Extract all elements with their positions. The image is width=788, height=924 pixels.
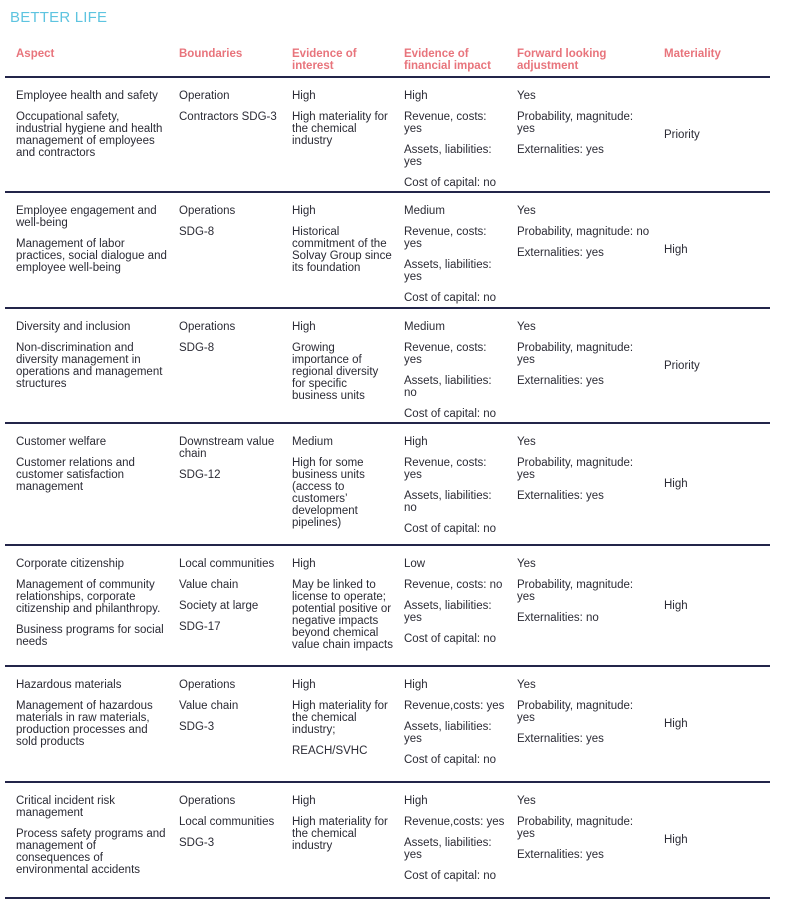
materiality-value: High	[664, 599, 688, 612]
cell-evidence-financial	[393, 78, 506, 191]
cell-forward-looking	[506, 309, 653, 422]
cell-line: Externalities: yes	[517, 144, 604, 156]
table-row	[5, 783, 770, 899]
cell-materiality	[653, 309, 770, 422]
cell-line: Yes	[517, 558, 536, 570]
table-row	[5, 193, 770, 309]
cell-line: Contractors SDG-3	[179, 111, 277, 123]
cell-line: Society at large	[179, 600, 259, 612]
cell-line: Operations	[179, 321, 236, 333]
cell-aspect	[5, 546, 168, 665]
cell-materiality	[653, 193, 770, 307]
cell-line: SDG-8	[179, 342, 215, 354]
cell-evidence-interest	[281, 193, 393, 307]
cell-forward-looking	[506, 546, 653, 665]
table-row	[5, 546, 770, 667]
cell-line: Operations	[179, 795, 236, 807]
cell-line: Value chain	[179, 579, 239, 591]
cell-evidence-interest	[281, 783, 393, 897]
cell-line: Cost of capital: no	[404, 408, 497, 420]
cell-line: Cost of capital: no	[404, 292, 497, 304]
cell-line: High materiality for the chemical industry	[292, 816, 388, 852]
cell-line: High	[292, 558, 316, 570]
cell-line: Operations	[179, 205, 236, 217]
cell-materiality	[653, 783, 770, 897]
cell-materiality	[653, 667, 770, 781]
cell-line: Revenue, costs: yes	[404, 457, 487, 481]
cell-line: SDG-8	[179, 226, 215, 238]
table-row	[5, 309, 770, 424]
cell-aspect	[5, 78, 168, 191]
cell-evidence-financial	[393, 783, 506, 897]
cell-line: SDG-12	[179, 469, 221, 481]
cell-forward-looking	[506, 78, 653, 191]
cell-aspect	[5, 193, 168, 307]
cell-evidence-financial	[393, 424, 506, 544]
cell-line: Value chain	[179, 700, 239, 712]
cell-evidence-financial	[393, 193, 506, 307]
cell-line: Hazardous materials	[16, 679, 122, 691]
cell-evidence-financial	[393, 309, 506, 422]
cell-line: Growing importance of regional diversity for specific business units	[292, 342, 379, 402]
cell-line: Medium	[404, 205, 445, 217]
cell-line: Cost of capital: no	[404, 177, 497, 189]
cell-line: Probability, magnitude: yes	[517, 111, 634, 135]
cell-line: Critical incident risk management	[16, 795, 116, 819]
table-header	[5, 40, 770, 78]
cell-line: Externalities: no	[517, 612, 599, 624]
cell-line: Revenue,costs: yes	[404, 816, 505, 828]
cell-line: Cost of capital: no	[404, 754, 497, 766]
table-row	[5, 78, 770, 193]
cell-line: Probability, magnitude: yes	[517, 816, 634, 840]
header-aspect: Aspect	[16, 48, 55, 60]
cell-line: Yes	[517, 679, 536, 691]
cell-line: Local communities	[179, 816, 275, 828]
cell-forward-looking	[506, 424, 653, 544]
cell-boundaries	[168, 193, 281, 307]
cell-line: Assets, liabilities: yes	[404, 259, 492, 283]
cell-line: Assets, liabilities: no	[404, 490, 492, 514]
cell-line: Externalities: yes	[517, 490, 604, 502]
cell-line: Diversity and inclusion	[16, 321, 131, 333]
cell-line: REACH/SVHC	[292, 745, 368, 757]
cell-aspect	[5, 309, 168, 422]
cell-boundaries	[168, 667, 281, 781]
cell-line: Externalities: yes	[517, 849, 604, 861]
cell-line: Employee engagement and well-being	[16, 205, 157, 229]
cell-evidence-interest	[281, 309, 393, 422]
materiality-value: Priority	[664, 128, 700, 141]
cell-line: Externalities: yes	[517, 247, 604, 259]
cell-line: Assets, liabilities: yes	[404, 837, 492, 861]
cell-line: Yes	[517, 90, 536, 102]
cell-line: Revenue, costs: no	[404, 579, 503, 591]
cell-line: Business programs for social needs	[16, 624, 164, 648]
cell-line: Corporate citizenship	[16, 558, 125, 570]
cell-aspect	[5, 667, 168, 781]
cell-boundaries	[168, 424, 281, 544]
cell-forward-looking	[506, 193, 653, 307]
materiality-value: High	[664, 834, 688, 846]
cell-line: High materiality for the chemical industry	[292, 111, 388, 147]
cell-line: High	[404, 679, 428, 691]
cell-aspect	[5, 783, 168, 897]
table-row	[5, 667, 770, 783]
cell-line: Probability, magnitude: yes	[517, 457, 634, 481]
materiality-value: Priority	[664, 359, 700, 372]
cell-boundaries	[168, 309, 281, 422]
cell-line: Probability, magnitude: yes	[517, 342, 634, 366]
cell-line: Customer relations and customer satisfaction management	[16, 457, 135, 493]
cell-line: High for some business units (access to customers’ development pipelines)	[292, 457, 365, 529]
cell-line: Low	[404, 558, 426, 570]
cell-line: Assets, liabilities: yes	[404, 721, 492, 745]
cell-evidence-interest	[281, 78, 393, 191]
cell-boundaries	[168, 783, 281, 897]
cell-forward-looking	[506, 783, 653, 897]
cell-boundaries	[168, 546, 281, 665]
cell-line: Assets, liabilities: no	[404, 375, 492, 399]
cell-line: Occupational safety, industrial hygiene and health management of employees and contractors	[16, 111, 163, 159]
cell-line: Externalities: yes	[517, 375, 604, 387]
cell-line: Revenue,costs: yes	[404, 700, 505, 712]
materiality-value: High	[664, 478, 688, 490]
cell-line: Management of community relationships, corporate citizenship and philanthropy.	[16, 579, 161, 615]
cell-line: Yes	[517, 321, 536, 333]
cell-line: Cost of capital: no	[404, 870, 497, 882]
cell-line: Cost of capital: no	[404, 523, 497, 535]
materiality-table	[5, 40, 770, 899]
cell-evidence-interest	[281, 424, 393, 544]
cell-line: Cost of capital: no	[404, 633, 497, 645]
table-row	[5, 424, 770, 546]
header-forward-looking: Forward looking adjustment	[517, 48, 607, 72]
cell-aspect	[5, 424, 168, 544]
cell-line: High	[292, 679, 316, 691]
cell-line: Downstream value chain	[179, 436, 275, 460]
cell-line: Operation	[179, 90, 230, 102]
cell-line: SDG-3	[179, 837, 215, 849]
header-evidence-financial: Evidence of financial impact	[404, 48, 491, 72]
cell-line: Yes	[517, 795, 536, 807]
cell-line: Externalities: yes	[517, 733, 604, 745]
cell-line: Process safety programs and management of consequences of environmental accidents	[16, 828, 166, 876]
cell-materiality	[653, 424, 770, 544]
cell-line: Customer welfare	[16, 436, 107, 448]
cell-line: Yes	[517, 436, 536, 448]
cell-line: High	[292, 795, 316, 807]
cell-line: Employee health and safety	[16, 90, 158, 102]
cell-line: High	[292, 90, 316, 102]
cell-line: Assets, liabilities: yes	[404, 600, 492, 624]
cell-evidence-interest	[281, 667, 393, 781]
cell-line: High	[292, 321, 316, 333]
cell-boundaries	[168, 78, 281, 191]
cell-line: High	[404, 436, 428, 448]
cell-line: High	[292, 205, 316, 217]
header-evidence-interest: Evidence of interest	[292, 48, 357, 72]
cell-line: SDG-17	[179, 621, 221, 633]
cell-evidence-financial	[393, 667, 506, 781]
cell-line: Revenue, costs: yes	[404, 342, 487, 366]
cell-forward-looking	[506, 667, 653, 781]
cell-line: Medium	[404, 321, 445, 333]
cell-line: Operations	[179, 679, 236, 691]
table-body	[5, 78, 770, 899]
cell-line: Probability, magnitude: no	[517, 226, 650, 238]
cell-line: High	[404, 795, 428, 807]
cell-materiality	[653, 546, 770, 665]
materiality-value: High	[664, 718, 688, 730]
cell-line: Historical commitment of the Solvay Group since its foundation	[292, 226, 392, 274]
cell-line: High	[404, 90, 428, 102]
cell-line: Yes	[517, 205, 536, 217]
cell-line: SDG-3	[179, 721, 215, 733]
cell-line: Probability, magnitude: yes	[517, 700, 634, 724]
cell-materiality	[653, 78, 770, 191]
cell-line: May be linked to license to operate; potential positive or negative impacts beyond chemical value chain impacts	[292, 579, 393, 651]
cell-line: Revenue, costs: yes	[404, 111, 487, 135]
cell-line: Medium	[292, 436, 333, 448]
cell-line: Non-discrimination and diversity management in operations and management structures	[16, 342, 163, 390]
cell-line: High materiality for the chemical industry;	[292, 700, 388, 736]
cell-line: Probability, magnitude: yes	[517, 579, 634, 603]
cell-line: Management of labor practices, social dialogue and employee well-being	[16, 238, 167, 274]
cell-line: Management of hazardous materials in raw materials, production processes and sold products	[16, 700, 153, 748]
header-boundaries: Boundaries	[179, 48, 243, 60]
materiality-value: High	[664, 244, 688, 256]
cell-line: Local communities	[179, 558, 275, 570]
cell-evidence-financial	[393, 546, 506, 665]
header-materiality: Materiality	[664, 48, 721, 60]
cell-evidence-interest	[281, 546, 393, 665]
cell-line: Assets, liabilities: yes	[404, 144, 492, 168]
section-title: BETTER LIFE	[10, 9, 108, 26]
cell-line: Revenue, costs: yes	[404, 226, 487, 250]
